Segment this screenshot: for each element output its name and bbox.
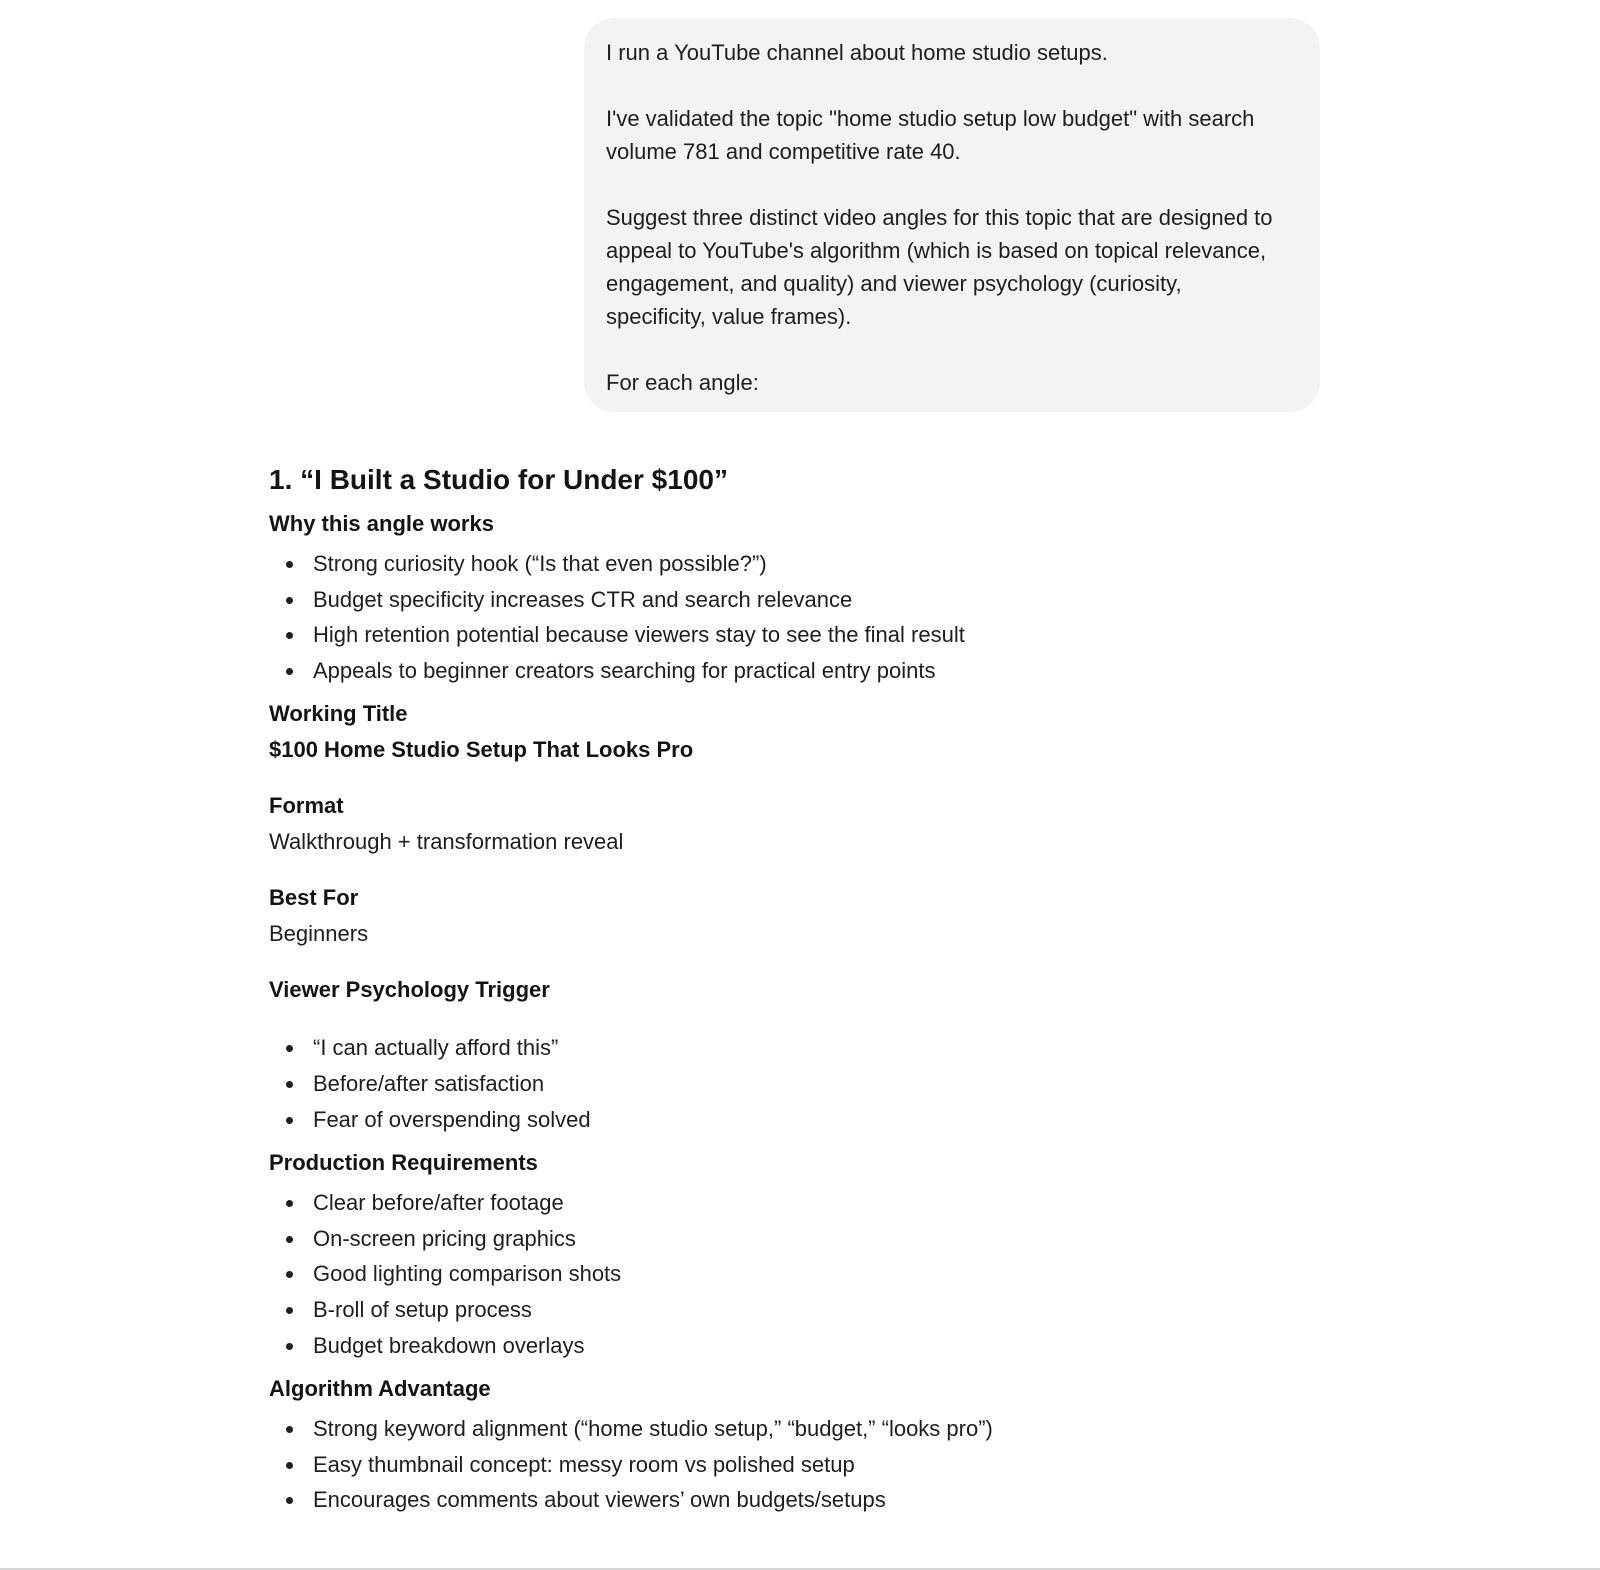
list-item-text: On-screen pricing graphics [313, 1225, 576, 1251]
list-item-text: Encourages comments about viewers’ own budgets/setups [313, 1487, 886, 1513]
bullet-icon [286, 1307, 293, 1314]
user-message-paragraph: I've validated the topic "home studio setup low budget" with search volume 781 and competitive rate 40. [606, 106, 1255, 164]
list-item-text: Strong curiosity hook (“Is that even possible?”) [313, 551, 767, 576]
user-message-paragraph: For each angle: [606, 370, 759, 395]
format-label: Format [269, 793, 344, 819]
best-for-label: Best For [269, 885, 359, 911]
list-item [269, 1256, 1329, 1292]
best-for-value: Beginners [269, 921, 369, 947]
psychology-list [269, 1030, 1329, 1137]
list-item [269, 1328, 1329, 1364]
bullet-icon [286, 632, 293, 639]
algorithm-label: Algorithm Advantage [269, 1376, 491, 1402]
bullet-icon [286, 1497, 293, 1504]
bullet-icon [286, 1236, 293, 1243]
list-item-text: High retention potential because viewers stay to see the final result [313, 622, 965, 648]
why-label: Why this angle works [269, 511, 494, 536]
list-item [269, 1447, 1329, 1483]
bullet-icon [286, 1271, 293, 1278]
list-item [269, 1030, 1329, 1066]
format-value: Walkthrough + transformation reveal [269, 829, 624, 855]
bullet-icon [286, 1200, 293, 1207]
working-title-value: $100 Home Studio Setup That Looks Pro [269, 737, 694, 763]
bullet-icon [286, 1462, 293, 1469]
list-item [269, 1102, 1329, 1138]
bullet-icon [286, 1117, 293, 1124]
list-item-text: Budget specificity increases CTR and search relevance [313, 586, 853, 612]
bullet-icon [286, 597, 293, 604]
list-item [269, 1066, 1329, 1102]
list-item [269, 1292, 1329, 1328]
list-item-text: B-roll of setup process [313, 1296, 532, 1322]
bullet-icon [286, 1426, 293, 1433]
angle-title: 1. “I Built a Studio for Under $100” [269, 464, 728, 495]
psychology-label: Viewer Psychology Trigger [269, 977, 550, 1003]
bullet-icon [286, 1045, 293, 1052]
list-item [269, 546, 1329, 582]
list-item [269, 617, 1329, 653]
user-message-paragraph: Suggest three distinct video angles for this topic that are designed to appeal to YouTube's algorithm (which is based on topical relevance, engagement, and quality) and viewer psychology (curiosity, specificity, value frames). [606, 205, 1273, 329]
assistant-response [269, 460, 1329, 1526]
user-message-paragraph: I run a YouTube channel about home studio setups. [606, 40, 1108, 65]
bullet-icon [286, 668, 293, 675]
list-item [269, 653, 1329, 689]
list-item-text: Good lighting comparison shots [313, 1261, 622, 1287]
production-list [269, 1185, 1329, 1363]
list-item-text: Before/after satisfaction [313, 1070, 545, 1096]
list-item-text: Budget breakdown overlays [313, 1332, 585, 1358]
list-item [269, 1221, 1329, 1257]
user-message-bubble [584, 18, 1320, 412]
working-title-label: Working Title [269, 701, 408, 727]
bullet-icon [286, 1081, 293, 1088]
production-label: Production Requirements [269, 1150, 538, 1176]
why-list [269, 546, 1329, 688]
bullet-icon [286, 1343, 293, 1350]
list-item-text: “I can actually afford this” [313, 1035, 559, 1061]
list-item-text: Strong keyword alignment (“home studio setup,” “budget,” “looks pro”) [313, 1416, 993, 1442]
list-item [269, 582, 1329, 618]
list-item [269, 1185, 1329, 1221]
list-item [269, 1411, 1329, 1447]
list-item-text: Fear of overspending solved [313, 1106, 591, 1132]
list-item-text: Easy thumbnail concept: messy room vs polished setup [313, 1451, 855, 1477]
list-item-text: Appeals to beginner creators searching for practical entry points [313, 657, 936, 683]
algorithm-list [269, 1411, 1329, 1518]
list-item-text: Clear before/after footage [313, 1190, 564, 1216]
list-item [269, 1482, 1329, 1518]
bullet-icon [286, 561, 293, 568]
